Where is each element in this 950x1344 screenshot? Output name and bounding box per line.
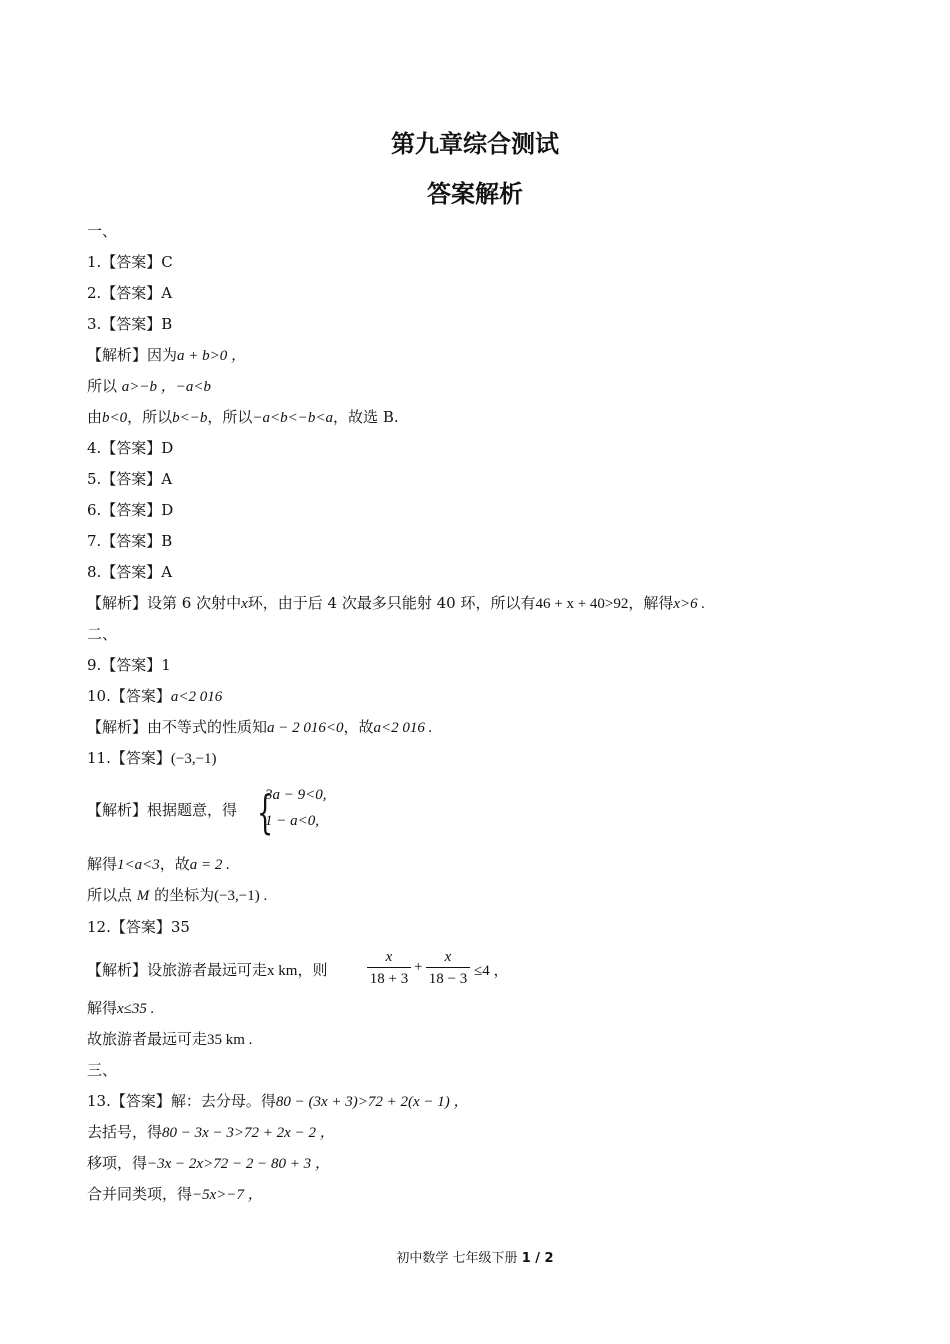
text: ，所以 — [127, 408, 173, 426]
answer-13-line-4 — [87, 1183, 263, 1206]
formula: a>−b ，−a<b — [121, 379, 212, 395]
footer-course: 初中数学 七年级下册 — [396, 1251, 518, 1266]
answer-4: 4.【答案】D — [87, 439, 174, 457]
answer-9: 9.【答案】1 — [87, 656, 171, 674]
formula: x km — [267, 963, 298, 979]
answer-13-line-2 — [87, 1121, 335, 1144]
text: ，故 — [343, 718, 374, 736]
answer-5: 5.【答案】A — [87, 470, 173, 488]
explanation-12-line-3 — [87, 1028, 252, 1051]
text: 的坐标为 — [154, 886, 215, 904]
formula: a + b>0 ， — [177, 348, 247, 364]
rhs: ≤4 ， — [474, 963, 509, 979]
section-heading-2: 二、 — [87, 625, 118, 643]
text: 所以点 — [87, 886, 133, 904]
text: ，解得 — [628, 594, 674, 612]
formula: 46 + x + 40>92 — [535, 596, 629, 612]
text: 【解析】由不等式的性质知 — [87, 718, 268, 736]
page-title: 第九章综合测试 — [391, 130, 559, 158]
inequality-1: 3a − 9<0, — [265, 787, 327, 803]
brace-icon: { — [257, 785, 274, 839]
answer-13-line-1 — [87, 1090, 469, 1113]
explanation-label: 【解析】因为 — [87, 346, 178, 364]
explanation-12 — [87, 947, 687, 993]
page-number: 1 / 2 — [521, 1251, 554, 1266]
text: 13.【答案】解：去分母。得 — [87, 1092, 276, 1110]
explanation-3-line-1 — [87, 344, 246, 367]
text: ，则 — [297, 961, 328, 979]
formula: 80 − (3x + 3)>72 + 2(x − 1) ， — [275, 1094, 469, 1110]
numerator: x — [444, 949, 452, 965]
formula: x>6 . — [673, 596, 706, 612]
formula: −3x − 2x>72 − 2 − 80 + 3 ， — [147, 1156, 330, 1172]
text: 11.【答案】 — [87, 749, 171, 767]
text: 移项，得 — [87, 1154, 148, 1172]
formula: 35 km . — [207, 1032, 253, 1048]
formula: x — [241, 596, 248, 612]
text-run — [87, 959, 327, 980]
formula: 80 − 3x − 3>72 + 2x − 2 ， — [162, 1125, 335, 1141]
denominator: 18 + 3 — [369, 971, 409, 987]
formula: a − 2 016<0 — [267, 720, 344, 736]
formula: b<0 — [102, 410, 128, 426]
explanation-11-line-3 — [87, 884, 267, 907]
section-heading-3: 三、 — [87, 1061, 118, 1079]
text: 解得 — [87, 855, 118, 873]
answer-13-line-3 — [87, 1152, 330, 1175]
explanation-12-line-2 — [87, 997, 154, 1020]
answer-8: 8.【答案】A — [87, 563, 173, 581]
formula: a = 2 . — [189, 857, 230, 873]
numerator: x — [385, 949, 393, 965]
text: ，故 — [159, 855, 190, 873]
text: 10.【答案】 — [87, 687, 171, 705]
explanation-11-line-2 — [87, 853, 230, 876]
fraction-1 — [367, 947, 411, 990]
formula: a<2 016 — [170, 689, 223, 705]
answer-1: 1.【答案】C — [87, 253, 173, 271]
text: ，所以 — [207, 408, 253, 426]
text: 解得 — [87, 999, 118, 1017]
explanation-10 — [87, 716, 432, 739]
text: 所以 — [87, 377, 118, 395]
answer-10 — [87, 685, 222, 708]
plus-sign: + — [414, 959, 423, 975]
formula: −5x>−7 ， — [192, 1187, 263, 1203]
formula: a<2 016 . — [373, 720, 433, 736]
formula: 1<a<3 — [117, 857, 160, 873]
section-heading-1: 一、 — [87, 222, 118, 240]
answer-7: 7.【答案】B — [87, 532, 173, 550]
inequality-2: 1 − a<0, — [265, 813, 319, 829]
answer-6: 6.【答案】D — [87, 501, 174, 519]
formula: −a<b<−b<a — [252, 410, 334, 426]
explanation-3-line-3 — [87, 406, 399, 429]
denominator: 18 − 3 — [428, 971, 468, 987]
text: 去括号，得 — [87, 1123, 163, 1141]
text: 由 — [87, 408, 103, 426]
formula: (−3,−1) — [170, 751, 217, 767]
text: 【解析】设第 6 次射中 — [87, 594, 242, 612]
fraction-2 — [426, 947, 470, 990]
explanation-8 — [87, 592, 705, 615]
answer-11 — [87, 747, 217, 770]
answer-12: 12.【答案】35 — [87, 918, 190, 936]
text: 环，由于后 4 次最多只能射 40 环，所以有 — [247, 594, 536, 612]
explanation-3-line-2 — [87, 375, 211, 398]
text: 合并同类项，得 — [87, 1185, 193, 1203]
text: 故旅游者最远可走 — [87, 1030, 208, 1048]
formula: x≤35 . — [117, 1001, 155, 1017]
answer-2: 2.【答案】A — [87, 284, 173, 302]
text: 【解析】设旅游者最远可走 — [87, 961, 268, 979]
formula: (−3,−1) . — [214, 888, 268, 904]
text: 【解析】根据题意，得 — [87, 801, 238, 819]
page-subtitle: 答案解析 — [427, 180, 523, 208]
formula: b<−b — [172, 410, 208, 426]
page-footer — [0, 1247, 950, 1266]
answer-3: 3.【答案】B — [87, 315, 173, 333]
formula: M — [136, 888, 150, 904]
text: ，故选 B. — [333, 408, 399, 426]
